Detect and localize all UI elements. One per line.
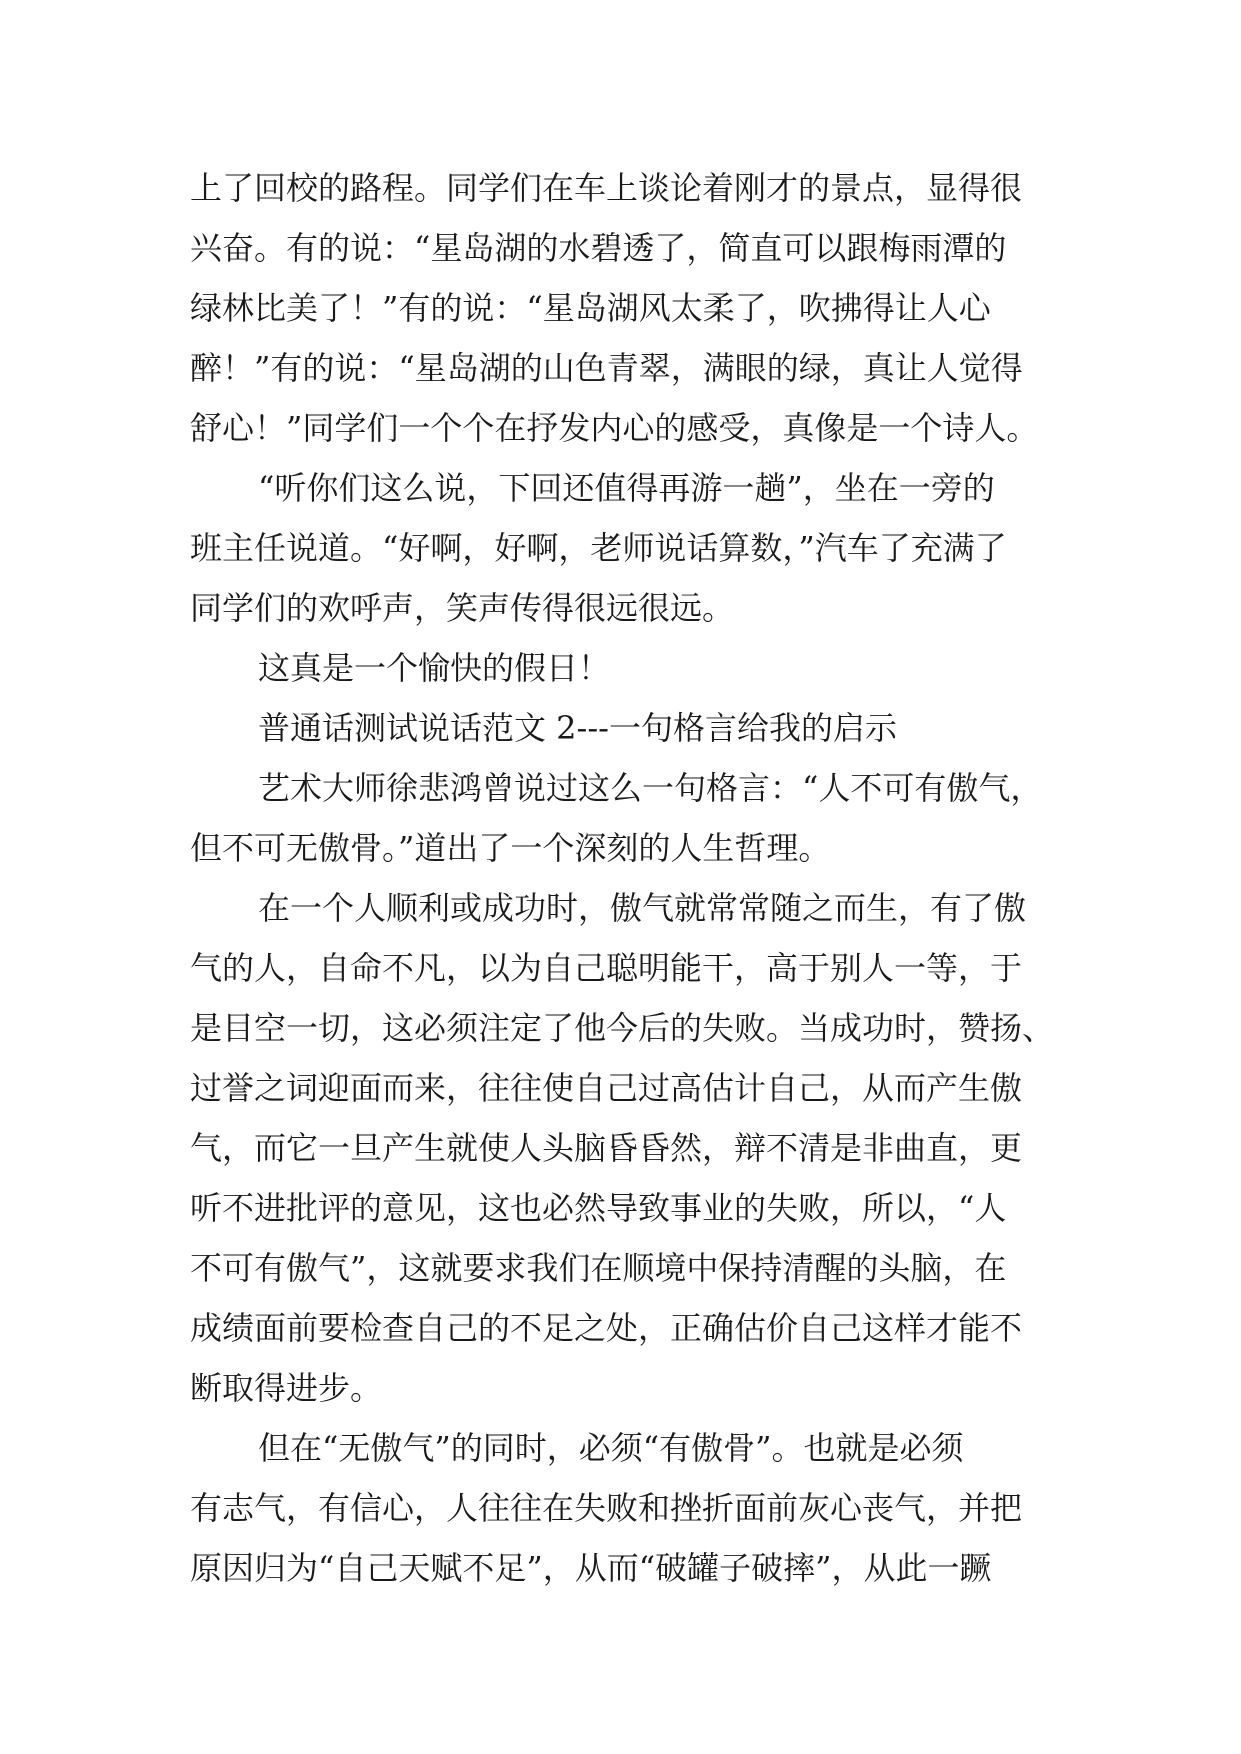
text-line: 不可有傲气”，这就要求我们在顺境中保持清醒的头脑，在 [190, 1249, 1007, 1287]
text-line: 有志气，有信心，人往往在失败和挫折面前灰心丧气，并把 [190, 1489, 1023, 1527]
document-body [190, 158, 1055, 1598]
text-line: 过誉之词迎面而来，往往使自己过高估计自己，从而产生傲 [190, 1069, 1023, 1107]
text-line: 气，而它一旦产生就使人头脑昏昏然，辩不清是非曲直，更 [190, 1129, 1023, 1167]
text-line: 舒心！”同学们一个个在抒发内心的感受，真像是一个诗人。 [190, 409, 1039, 447]
text-line: 气的人，自命不凡，以为自己聪明能干，高于别人一等，于 [190, 949, 1023, 987]
text-line: 醉！”有的说：“星岛湖的山色青翠，满眼的绿，真让人觉得 [190, 349, 1023, 387]
text-line: “听你们这么说，下回还值得再游一趟”，坐在一旁的 [258, 469, 995, 507]
text-line: 原因归为“自己天赋不足”，从而“破罐子破摔”，从此一蹶 [190, 1549, 992, 1587]
text-line: 成绩面前要检查自己的不足之处，正确估价自己这样才能不 [190, 1309, 1023, 1347]
text-line: 同学们的欢呼声，笑声传得很远很远。 [190, 589, 735, 627]
text-line: 上了回校的路程。同学们在车上谈论着刚才的景点，显得很 [190, 169, 1023, 207]
text-line: 在一个人顺利或成功时，傲气就常常随之而生，有了傲 [258, 889, 1027, 927]
text-line: 是目空一切，这必须注定了他今后的失败。当成功时，赞扬、 [190, 1009, 1055, 1047]
text-line: 这真是一个愉快的假日！ [258, 649, 611, 687]
section-heading: 普通话测试说话范文 2---一句格言给我的启示 [258, 709, 897, 747]
text-line: 但不可无傲骨。”道出了一个深刻的人生哲理。 [190, 829, 831, 867]
text-line: 兴奋。有的说：“星岛湖的水碧透了，简直可以跟梅雨潭的 [190, 229, 1007, 267]
text-line: 绿林比美了！”有的说：“星岛湖风太柔了，吹拂得让人心 [190, 289, 991, 327]
text-line: 但在“无傲气”的同时，必须“有傲骨”。也就是必须 [258, 1429, 964, 1467]
text-line: 艺术大师徐悲鸿曾说过这么一句格言：“人不可有傲气， [258, 769, 1043, 807]
text-line: 班主任说道。“好啊，好啊，老师说话算数，”汽车了充满了 [190, 529, 1007, 567]
text-line: 断取得进步。 [190, 1369, 383, 1407]
text-line: 听不进批评的意见，这也必然导致事业的失败，所以，“人 [190, 1189, 1007, 1227]
